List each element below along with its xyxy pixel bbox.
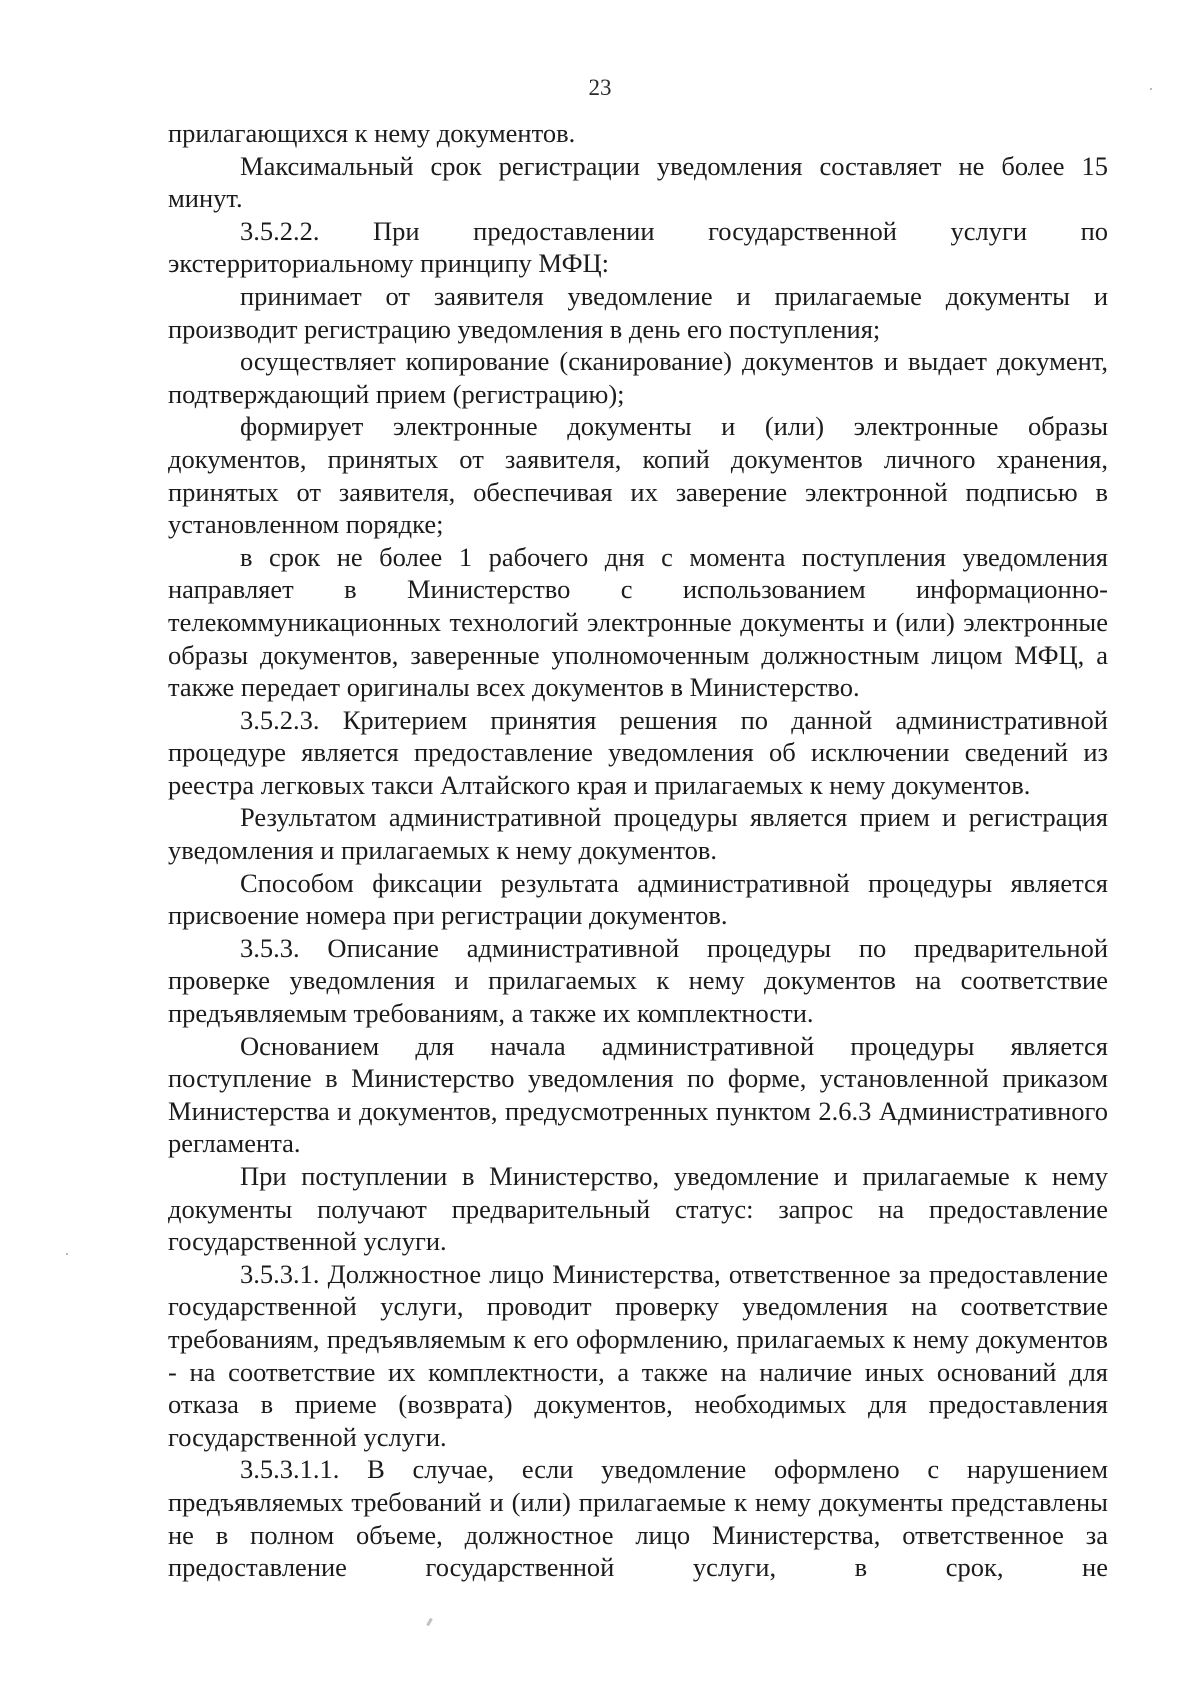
paragraph: формирует электронные документы и (или) электронные образы документов, принятых от заявителя, копий документов личного хранения, принятых от заявителя, обеспечивая их заверение электронной подписью в установленном порядке; <box>168 411 1108 540</box>
paragraph: Максимальный срок регистрации уведомления составляет не более 15 минут. <box>168 150 1108 214</box>
paragraph: Способом фиксации результата административной процедуры является присвоение номера при регистрации документов. <box>168 867 1108 931</box>
paragraph: 3.5.3. Описание административной процедуры по предварительной проверке уведомления и прилагаемых к нему документов на соответствие предъявляемым требованиям, а также их комплектности. <box>168 932 1108 1029</box>
paragraph: Результатом административной процедуры является прием и регистрация уведомления и прилагаемых к нему документов. <box>168 802 1108 866</box>
paragraph: 3.5.3.1.1. В случае, если уведомление оформлено с нарушением предъявляемых требований и (или) прилагаемые к нему документы представлены не в полном объеме, должностное лицо Министерства, ответственное за предоставление государственной услуги, в срок, не <box>168 1454 1108 1583</box>
paragraph: осуществляет копирование (сканирование) документов и выдает документ, подтверждающий прием (регистрацию); <box>168 346 1108 409</box>
scan-speck <box>1150 88 1152 90</box>
scan-speck <box>66 1253 68 1255</box>
paragraph: принимает от заявителя уведомление и прилагаемые документы и производит регистрацию уведомления в день его поступления; <box>168 280 1108 344</box>
paragraph: 3.5.2.3. Критерием принятия решения по данной административной процедуре является предоставление уведомления об исключении сведений из реестра легковых такси Алтайского края и прилагаемых к нему документов. <box>168 704 1108 800</box>
paragraph: прилагающихся к нему документов. <box>168 118 576 148</box>
scan-speck <box>426 1618 433 1626</box>
paragraph: Основанием для начала административной процедуры является поступление в Министерство уведомления по форме, установленной приказом Министерства и документов, предусмотренных пунктом 2.6.3 Административного регламента. <box>168 1030 1108 1159</box>
page-number: 23 <box>588 75 612 100</box>
document-body <box>168 117 1108 1584</box>
paragraph: При поступлении в Министерство, уведомление и прилагаемые к нему документы получают предварительный статус: запрос на предоставление государственной услуги. <box>168 1161 1108 1257</box>
paragraph: 3.5.2.2. При предоставлении государственной услуги по экстерриториальному принципу МФЦ: <box>168 215 1108 279</box>
paragraph: 3.5.3.1. Должностное лицо Министерства, ответственное за предоставление государственной услуги, проводит проверку уведомления на соответствие требованиям, предъявляемым к его оформлению, прилагаемых к нему документов - на соответствие их комплектности, а также на наличие иных оснований для отказа в приеме (возврата) документов, необходимых для предоставления государственной услуги. <box>168 1258 1108 1452</box>
paragraph: в срок не более 1 рабочего дня с момента поступления уведомления направляет в Министерство с использованием информационно-телекоммуникационных технологий электронные документы и (или) электронные образы документов, заверенные уполномоченным должностным лицом МФЦ, а также передает оригиналы всех документов в Министерство. <box>168 541 1108 703</box>
